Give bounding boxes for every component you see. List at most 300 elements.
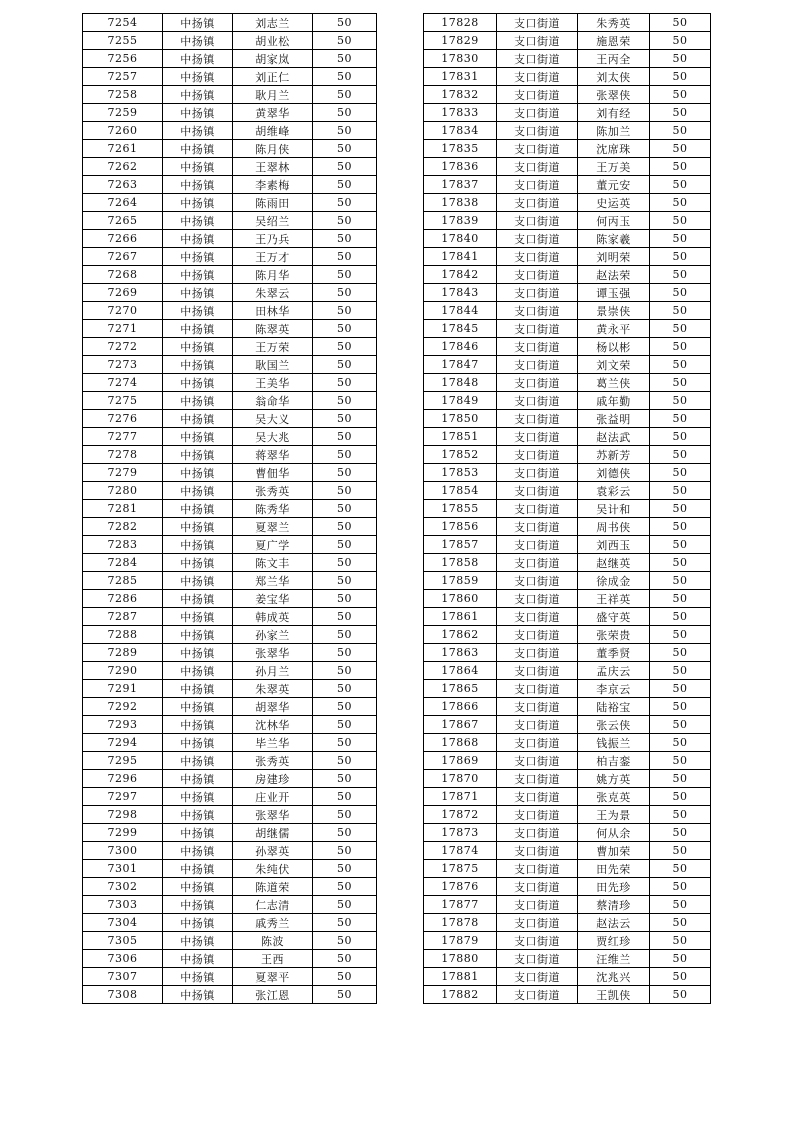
table-row bbox=[424, 176, 711, 194]
id-cell: 7295 bbox=[83, 752, 163, 770]
person-name-cell: 李素梅 bbox=[233, 176, 313, 194]
person-name-cell: 刘德侠 bbox=[578, 464, 650, 482]
table-row bbox=[424, 500, 711, 518]
id-cell: 7300 bbox=[83, 842, 163, 860]
id-cell: 17841 bbox=[424, 248, 497, 266]
amount-cell: 50 bbox=[650, 554, 711, 572]
id-cell: 7301 bbox=[83, 860, 163, 878]
table-row bbox=[83, 284, 377, 302]
table-row bbox=[83, 50, 377, 68]
person-name-cell: 姚方英 bbox=[578, 770, 650, 788]
table-row bbox=[424, 32, 711, 50]
person-name-cell: 景崇侠 bbox=[578, 302, 650, 320]
area-cell: 中扬镇 bbox=[163, 482, 233, 500]
table-row bbox=[424, 248, 711, 266]
amount-cell: 50 bbox=[650, 50, 711, 68]
amount-cell: 50 bbox=[650, 302, 711, 320]
id-cell: 7266 bbox=[83, 230, 163, 248]
person-name-cell: 胡翠华 bbox=[233, 698, 313, 716]
area-cell: 中扬镇 bbox=[163, 914, 233, 932]
table-row bbox=[424, 734, 711, 752]
amount-cell: 50 bbox=[650, 392, 711, 410]
person-name-cell: 朱秀英 bbox=[578, 14, 650, 32]
person-name-cell: 袁彩云 bbox=[578, 482, 650, 500]
person-name-cell: 刘太侠 bbox=[578, 68, 650, 86]
amount-cell: 50 bbox=[650, 86, 711, 104]
table-row bbox=[83, 878, 377, 896]
person-name-cell: 蔡清珍 bbox=[578, 896, 650, 914]
table-row bbox=[424, 860, 711, 878]
area-cell: 中扬镇 bbox=[163, 230, 233, 248]
id-cell: 17858 bbox=[424, 554, 497, 572]
roster-table-left-body bbox=[83, 14, 377, 1004]
id-cell: 7289 bbox=[83, 644, 163, 662]
id-cell: 7296 bbox=[83, 770, 163, 788]
amount-cell: 50 bbox=[313, 104, 377, 122]
id-cell: 7265 bbox=[83, 212, 163, 230]
amount-cell: 50 bbox=[650, 464, 711, 482]
amount-cell: 50 bbox=[650, 770, 711, 788]
area-cell: 中扬镇 bbox=[163, 716, 233, 734]
amount-cell: 50 bbox=[313, 968, 377, 986]
id-cell: 17837 bbox=[424, 176, 497, 194]
person-name-cell: 孟庆云 bbox=[578, 662, 650, 680]
person-name-cell: 张云侠 bbox=[578, 716, 650, 734]
table-row bbox=[83, 122, 377, 140]
area-cell: 支口街道 bbox=[497, 140, 578, 158]
person-name-cell: 黄翠华 bbox=[233, 104, 313, 122]
amount-cell: 50 bbox=[313, 122, 377, 140]
id-cell: 7304 bbox=[83, 914, 163, 932]
person-name-cell: 盛守英 bbox=[578, 608, 650, 626]
amount-cell: 50 bbox=[650, 248, 711, 266]
table-row bbox=[83, 698, 377, 716]
id-cell: 17868 bbox=[424, 734, 497, 752]
id-cell: 17834 bbox=[424, 122, 497, 140]
amount-cell: 50 bbox=[650, 860, 711, 878]
area-cell: 中扬镇 bbox=[163, 824, 233, 842]
id-cell: 7294 bbox=[83, 734, 163, 752]
amount-cell: 50 bbox=[650, 446, 711, 464]
table-row bbox=[424, 482, 711, 500]
amount-cell: 50 bbox=[650, 950, 711, 968]
table-row bbox=[424, 608, 711, 626]
table-row bbox=[83, 392, 377, 410]
person-name-cell: 仁志清 bbox=[233, 896, 313, 914]
person-name-cell: 沈席珠 bbox=[578, 140, 650, 158]
person-name-cell: 陈家羲 bbox=[578, 230, 650, 248]
table-row bbox=[424, 68, 711, 86]
table-row bbox=[424, 770, 711, 788]
person-name-cell: 吴大兆 bbox=[233, 428, 313, 446]
id-cell: 17840 bbox=[424, 230, 497, 248]
area-cell: 中扬镇 bbox=[163, 770, 233, 788]
table-row bbox=[83, 428, 377, 446]
amount-cell: 50 bbox=[313, 950, 377, 968]
amount-cell: 50 bbox=[650, 644, 711, 662]
person-name-cell: 胡业松 bbox=[233, 32, 313, 50]
table-row bbox=[424, 932, 711, 950]
id-cell: 7257 bbox=[83, 68, 163, 86]
person-name-cell: 郑兰华 bbox=[233, 572, 313, 590]
table-row bbox=[83, 212, 377, 230]
id-cell: 7281 bbox=[83, 500, 163, 518]
amount-cell: 50 bbox=[650, 788, 711, 806]
person-name-cell: 孙翠英 bbox=[233, 842, 313, 860]
area-cell: 支口街道 bbox=[497, 986, 578, 1004]
id-cell: 17857 bbox=[424, 536, 497, 554]
table-row bbox=[83, 968, 377, 986]
amount-cell: 50 bbox=[313, 158, 377, 176]
id-cell: 7270 bbox=[83, 302, 163, 320]
area-cell: 支口街道 bbox=[497, 104, 578, 122]
table-row bbox=[424, 428, 711, 446]
table-row bbox=[83, 554, 377, 572]
amount-cell: 50 bbox=[650, 194, 711, 212]
amount-cell: 50 bbox=[650, 590, 711, 608]
amount-cell: 50 bbox=[313, 140, 377, 158]
amount-cell: 50 bbox=[650, 878, 711, 896]
amount-cell: 50 bbox=[650, 572, 711, 590]
id-cell: 7302 bbox=[83, 878, 163, 896]
amount-cell: 50 bbox=[650, 662, 711, 680]
table-row bbox=[83, 914, 377, 932]
table-row bbox=[424, 338, 711, 356]
person-name-cell: 吴计和 bbox=[578, 500, 650, 518]
amount-cell: 50 bbox=[650, 212, 711, 230]
amount-cell: 50 bbox=[313, 338, 377, 356]
area-cell: 中扬镇 bbox=[163, 446, 233, 464]
person-name-cell: 施恩荣 bbox=[578, 32, 650, 50]
id-cell: 7273 bbox=[83, 356, 163, 374]
amount-cell: 50 bbox=[313, 734, 377, 752]
area-cell: 中扬镇 bbox=[163, 626, 233, 644]
person-name-cell: 张翠华 bbox=[233, 806, 313, 824]
table-row bbox=[424, 122, 711, 140]
person-name-cell: 朱纯伏 bbox=[233, 860, 313, 878]
table-row bbox=[83, 770, 377, 788]
area-cell: 支口街道 bbox=[497, 914, 578, 932]
amount-cell: 50 bbox=[313, 230, 377, 248]
amount-cell: 50 bbox=[313, 14, 377, 32]
person-name-cell: 董元安 bbox=[578, 176, 650, 194]
id-cell: 17862 bbox=[424, 626, 497, 644]
table-row bbox=[424, 14, 711, 32]
area-cell: 中扬镇 bbox=[163, 752, 233, 770]
area-cell: 中扬镇 bbox=[163, 662, 233, 680]
person-name-cell: 陈翠英 bbox=[233, 320, 313, 338]
table-row bbox=[83, 410, 377, 428]
table-row bbox=[83, 842, 377, 860]
area-cell: 中扬镇 bbox=[163, 788, 233, 806]
amount-cell: 50 bbox=[313, 500, 377, 518]
person-name-cell: 王万美 bbox=[578, 158, 650, 176]
amount-cell: 50 bbox=[313, 248, 377, 266]
amount-cell: 50 bbox=[650, 932, 711, 950]
id-cell: 17833 bbox=[424, 104, 497, 122]
table-row bbox=[424, 896, 711, 914]
area-cell: 支口街道 bbox=[497, 50, 578, 68]
table-row bbox=[83, 680, 377, 698]
person-name-cell: 房建珍 bbox=[233, 770, 313, 788]
area-cell: 支口街道 bbox=[497, 968, 578, 986]
id-cell: 17848 bbox=[424, 374, 497, 392]
person-name-cell: 刘志兰 bbox=[233, 14, 313, 32]
area-cell: 支口街道 bbox=[497, 860, 578, 878]
table-row bbox=[424, 554, 711, 572]
area-cell: 中扬镇 bbox=[163, 356, 233, 374]
table-row bbox=[83, 482, 377, 500]
table-row bbox=[424, 356, 711, 374]
id-cell: 17846 bbox=[424, 338, 497, 356]
id-cell: 17845 bbox=[424, 320, 497, 338]
table-row bbox=[83, 194, 377, 212]
id-cell: 17859 bbox=[424, 572, 497, 590]
area-cell: 支口街道 bbox=[497, 878, 578, 896]
person-name-cell: 杨以彬 bbox=[578, 338, 650, 356]
amount-cell: 50 bbox=[313, 428, 377, 446]
table-row bbox=[83, 14, 377, 32]
amount-cell: 50 bbox=[650, 356, 711, 374]
id-cell: 7292 bbox=[83, 698, 163, 716]
area-cell: 支口街道 bbox=[497, 302, 578, 320]
id-cell: 7306 bbox=[83, 950, 163, 968]
area-cell: 中扬镇 bbox=[163, 896, 233, 914]
table-row bbox=[424, 590, 711, 608]
id-cell: 7267 bbox=[83, 248, 163, 266]
id-cell: 17878 bbox=[424, 914, 497, 932]
person-name-cell: 曹佃华 bbox=[233, 464, 313, 482]
person-name-cell: 胡维峰 bbox=[233, 122, 313, 140]
person-name-cell: 董季贤 bbox=[578, 644, 650, 662]
table-row bbox=[83, 176, 377, 194]
person-name-cell: 何从余 bbox=[578, 824, 650, 842]
area-cell: 中扬镇 bbox=[163, 536, 233, 554]
area-cell: 中扬镇 bbox=[163, 734, 233, 752]
id-cell: 7275 bbox=[83, 392, 163, 410]
person-name-cell: 翁命华 bbox=[233, 392, 313, 410]
area-cell: 支口街道 bbox=[497, 536, 578, 554]
id-cell: 7261 bbox=[83, 140, 163, 158]
amount-cell: 50 bbox=[313, 986, 377, 1004]
table-row bbox=[424, 626, 711, 644]
area-cell: 支口街道 bbox=[497, 644, 578, 662]
amount-cell: 50 bbox=[650, 914, 711, 932]
person-name-cell: 王凯侠 bbox=[578, 986, 650, 1004]
amount-cell: 50 bbox=[650, 986, 711, 1004]
area-cell: 中扬镇 bbox=[163, 266, 233, 284]
table-row bbox=[83, 824, 377, 842]
person-name-cell: 孙月兰 bbox=[233, 662, 313, 680]
id-cell: 7291 bbox=[83, 680, 163, 698]
table-row bbox=[424, 518, 711, 536]
area-cell: 支口街道 bbox=[497, 32, 578, 50]
person-name-cell: 刘明荣 bbox=[578, 248, 650, 266]
id-cell: 17828 bbox=[424, 14, 497, 32]
id-cell: 7285 bbox=[83, 572, 163, 590]
amount-cell: 50 bbox=[650, 140, 711, 158]
person-name-cell: 耿月兰 bbox=[233, 86, 313, 104]
id-cell: 7297 bbox=[83, 788, 163, 806]
id-cell: 17850 bbox=[424, 410, 497, 428]
person-name-cell: 张克英 bbox=[578, 788, 650, 806]
amount-cell: 50 bbox=[650, 158, 711, 176]
id-cell: 7272 bbox=[83, 338, 163, 356]
amount-cell: 50 bbox=[313, 680, 377, 698]
id-cell: 7290 bbox=[83, 662, 163, 680]
id-cell: 7286 bbox=[83, 590, 163, 608]
id-cell: 17849 bbox=[424, 392, 497, 410]
table-row bbox=[424, 104, 711, 122]
id-cell: 7305 bbox=[83, 932, 163, 950]
table-row bbox=[424, 50, 711, 68]
table-row bbox=[424, 230, 711, 248]
amount-cell: 50 bbox=[313, 860, 377, 878]
amount-cell: 50 bbox=[313, 932, 377, 950]
area-cell: 中扬镇 bbox=[163, 32, 233, 50]
area-cell: 中扬镇 bbox=[163, 932, 233, 950]
area-cell: 中扬镇 bbox=[163, 986, 233, 1004]
table-row bbox=[424, 140, 711, 158]
area-cell: 中扬镇 bbox=[163, 644, 233, 662]
id-cell: 17874 bbox=[424, 842, 497, 860]
area-cell: 支口街道 bbox=[497, 698, 578, 716]
area-cell: 支口街道 bbox=[497, 482, 578, 500]
id-cell: 17853 bbox=[424, 464, 497, 482]
roster-table-left bbox=[82, 13, 377, 1004]
person-name-cell: 陈加兰 bbox=[578, 122, 650, 140]
amount-cell: 50 bbox=[313, 806, 377, 824]
id-cell: 17860 bbox=[424, 590, 497, 608]
area-cell: 中扬镇 bbox=[163, 392, 233, 410]
person-name-cell: 毕兰华 bbox=[233, 734, 313, 752]
table-row bbox=[424, 302, 711, 320]
area-cell: 中扬镇 bbox=[163, 428, 233, 446]
id-cell: 7262 bbox=[83, 158, 163, 176]
area-cell: 中扬镇 bbox=[163, 806, 233, 824]
area-cell: 支口街道 bbox=[497, 662, 578, 680]
table-row bbox=[83, 716, 377, 734]
table-row bbox=[83, 104, 377, 122]
area-cell: 中扬镇 bbox=[163, 140, 233, 158]
area-cell: 中扬镇 bbox=[163, 338, 233, 356]
area-cell: 中扬镇 bbox=[163, 158, 233, 176]
area-cell: 支口街道 bbox=[497, 950, 578, 968]
amount-cell: 50 bbox=[313, 320, 377, 338]
table-row bbox=[83, 374, 377, 392]
table-row bbox=[83, 320, 377, 338]
area-cell: 中扬镇 bbox=[163, 590, 233, 608]
area-cell: 中扬镇 bbox=[163, 500, 233, 518]
person-name-cell: 蒋翠华 bbox=[233, 446, 313, 464]
person-name-cell: 陈秀华 bbox=[233, 500, 313, 518]
area-cell: 支口街道 bbox=[497, 572, 578, 590]
amount-cell: 50 bbox=[313, 878, 377, 896]
area-cell: 支口街道 bbox=[497, 446, 578, 464]
id-cell: 7255 bbox=[83, 32, 163, 50]
area-cell: 支口街道 bbox=[497, 158, 578, 176]
amount-cell: 50 bbox=[313, 50, 377, 68]
amount-cell: 50 bbox=[650, 608, 711, 626]
area-cell: 支口街道 bbox=[497, 374, 578, 392]
area-cell: 支口街道 bbox=[497, 356, 578, 374]
amount-cell: 50 bbox=[313, 356, 377, 374]
amount-cell: 50 bbox=[313, 176, 377, 194]
person-name-cell: 王万荣 bbox=[233, 338, 313, 356]
id-cell: 17876 bbox=[424, 878, 497, 896]
person-name-cell: 张江恩 bbox=[233, 986, 313, 1004]
table-row bbox=[83, 860, 377, 878]
person-name-cell: 黄永平 bbox=[578, 320, 650, 338]
area-cell: 支口街道 bbox=[497, 788, 578, 806]
person-name-cell: 胡继儒 bbox=[233, 824, 313, 842]
amount-cell: 50 bbox=[313, 824, 377, 842]
person-name-cell: 钱振兰 bbox=[578, 734, 650, 752]
id-cell: 7256 bbox=[83, 50, 163, 68]
id-cell: 7277 bbox=[83, 428, 163, 446]
person-name-cell: 葛兰侠 bbox=[578, 374, 650, 392]
amount-cell: 50 bbox=[313, 536, 377, 554]
id-cell: 17867 bbox=[424, 716, 497, 734]
amount-cell: 50 bbox=[650, 284, 711, 302]
table-row bbox=[424, 806, 711, 824]
person-name-cell: 夏翠兰 bbox=[233, 518, 313, 536]
roster-table-right bbox=[423, 13, 711, 1004]
table-row bbox=[424, 842, 711, 860]
person-name-cell: 王祥英 bbox=[578, 590, 650, 608]
id-cell: 17882 bbox=[424, 986, 497, 1004]
table-row bbox=[83, 950, 377, 968]
person-name-cell: 刘西玉 bbox=[578, 536, 650, 554]
person-name-cell: 赵法云 bbox=[578, 914, 650, 932]
amount-cell: 50 bbox=[650, 374, 711, 392]
table-row bbox=[424, 680, 711, 698]
id-cell: 17879 bbox=[424, 932, 497, 950]
area-cell: 支口街道 bbox=[497, 932, 578, 950]
table-row bbox=[424, 446, 711, 464]
table-row bbox=[83, 500, 377, 518]
amount-cell: 50 bbox=[313, 410, 377, 428]
table-row bbox=[424, 698, 711, 716]
person-name-cell: 戚年勤 bbox=[578, 392, 650, 410]
area-cell: 中扬镇 bbox=[163, 212, 233, 230]
id-cell: 7254 bbox=[83, 14, 163, 32]
person-name-cell: 赵继英 bbox=[578, 554, 650, 572]
amount-cell: 50 bbox=[313, 842, 377, 860]
table-row bbox=[83, 986, 377, 1004]
person-name-cell: 王美华 bbox=[233, 374, 313, 392]
area-cell: 支口街道 bbox=[497, 842, 578, 860]
table-row bbox=[83, 788, 377, 806]
person-name-cell: 赵法武 bbox=[578, 428, 650, 446]
amount-cell: 50 bbox=[313, 788, 377, 806]
area-cell: 支口街道 bbox=[497, 590, 578, 608]
amount-cell: 50 bbox=[313, 518, 377, 536]
person-name-cell: 陈道荣 bbox=[233, 878, 313, 896]
person-name-cell: 沈兆兴 bbox=[578, 968, 650, 986]
table-row bbox=[424, 194, 711, 212]
area-cell: 中扬镇 bbox=[163, 194, 233, 212]
table-row bbox=[83, 266, 377, 284]
table-row bbox=[424, 464, 711, 482]
table-row bbox=[83, 752, 377, 770]
person-name-cell: 刘正仁 bbox=[233, 68, 313, 86]
id-cell: 17871 bbox=[424, 788, 497, 806]
id-cell: 17838 bbox=[424, 194, 497, 212]
table-row bbox=[424, 788, 711, 806]
area-cell: 支口街道 bbox=[497, 392, 578, 410]
table-row bbox=[424, 374, 711, 392]
